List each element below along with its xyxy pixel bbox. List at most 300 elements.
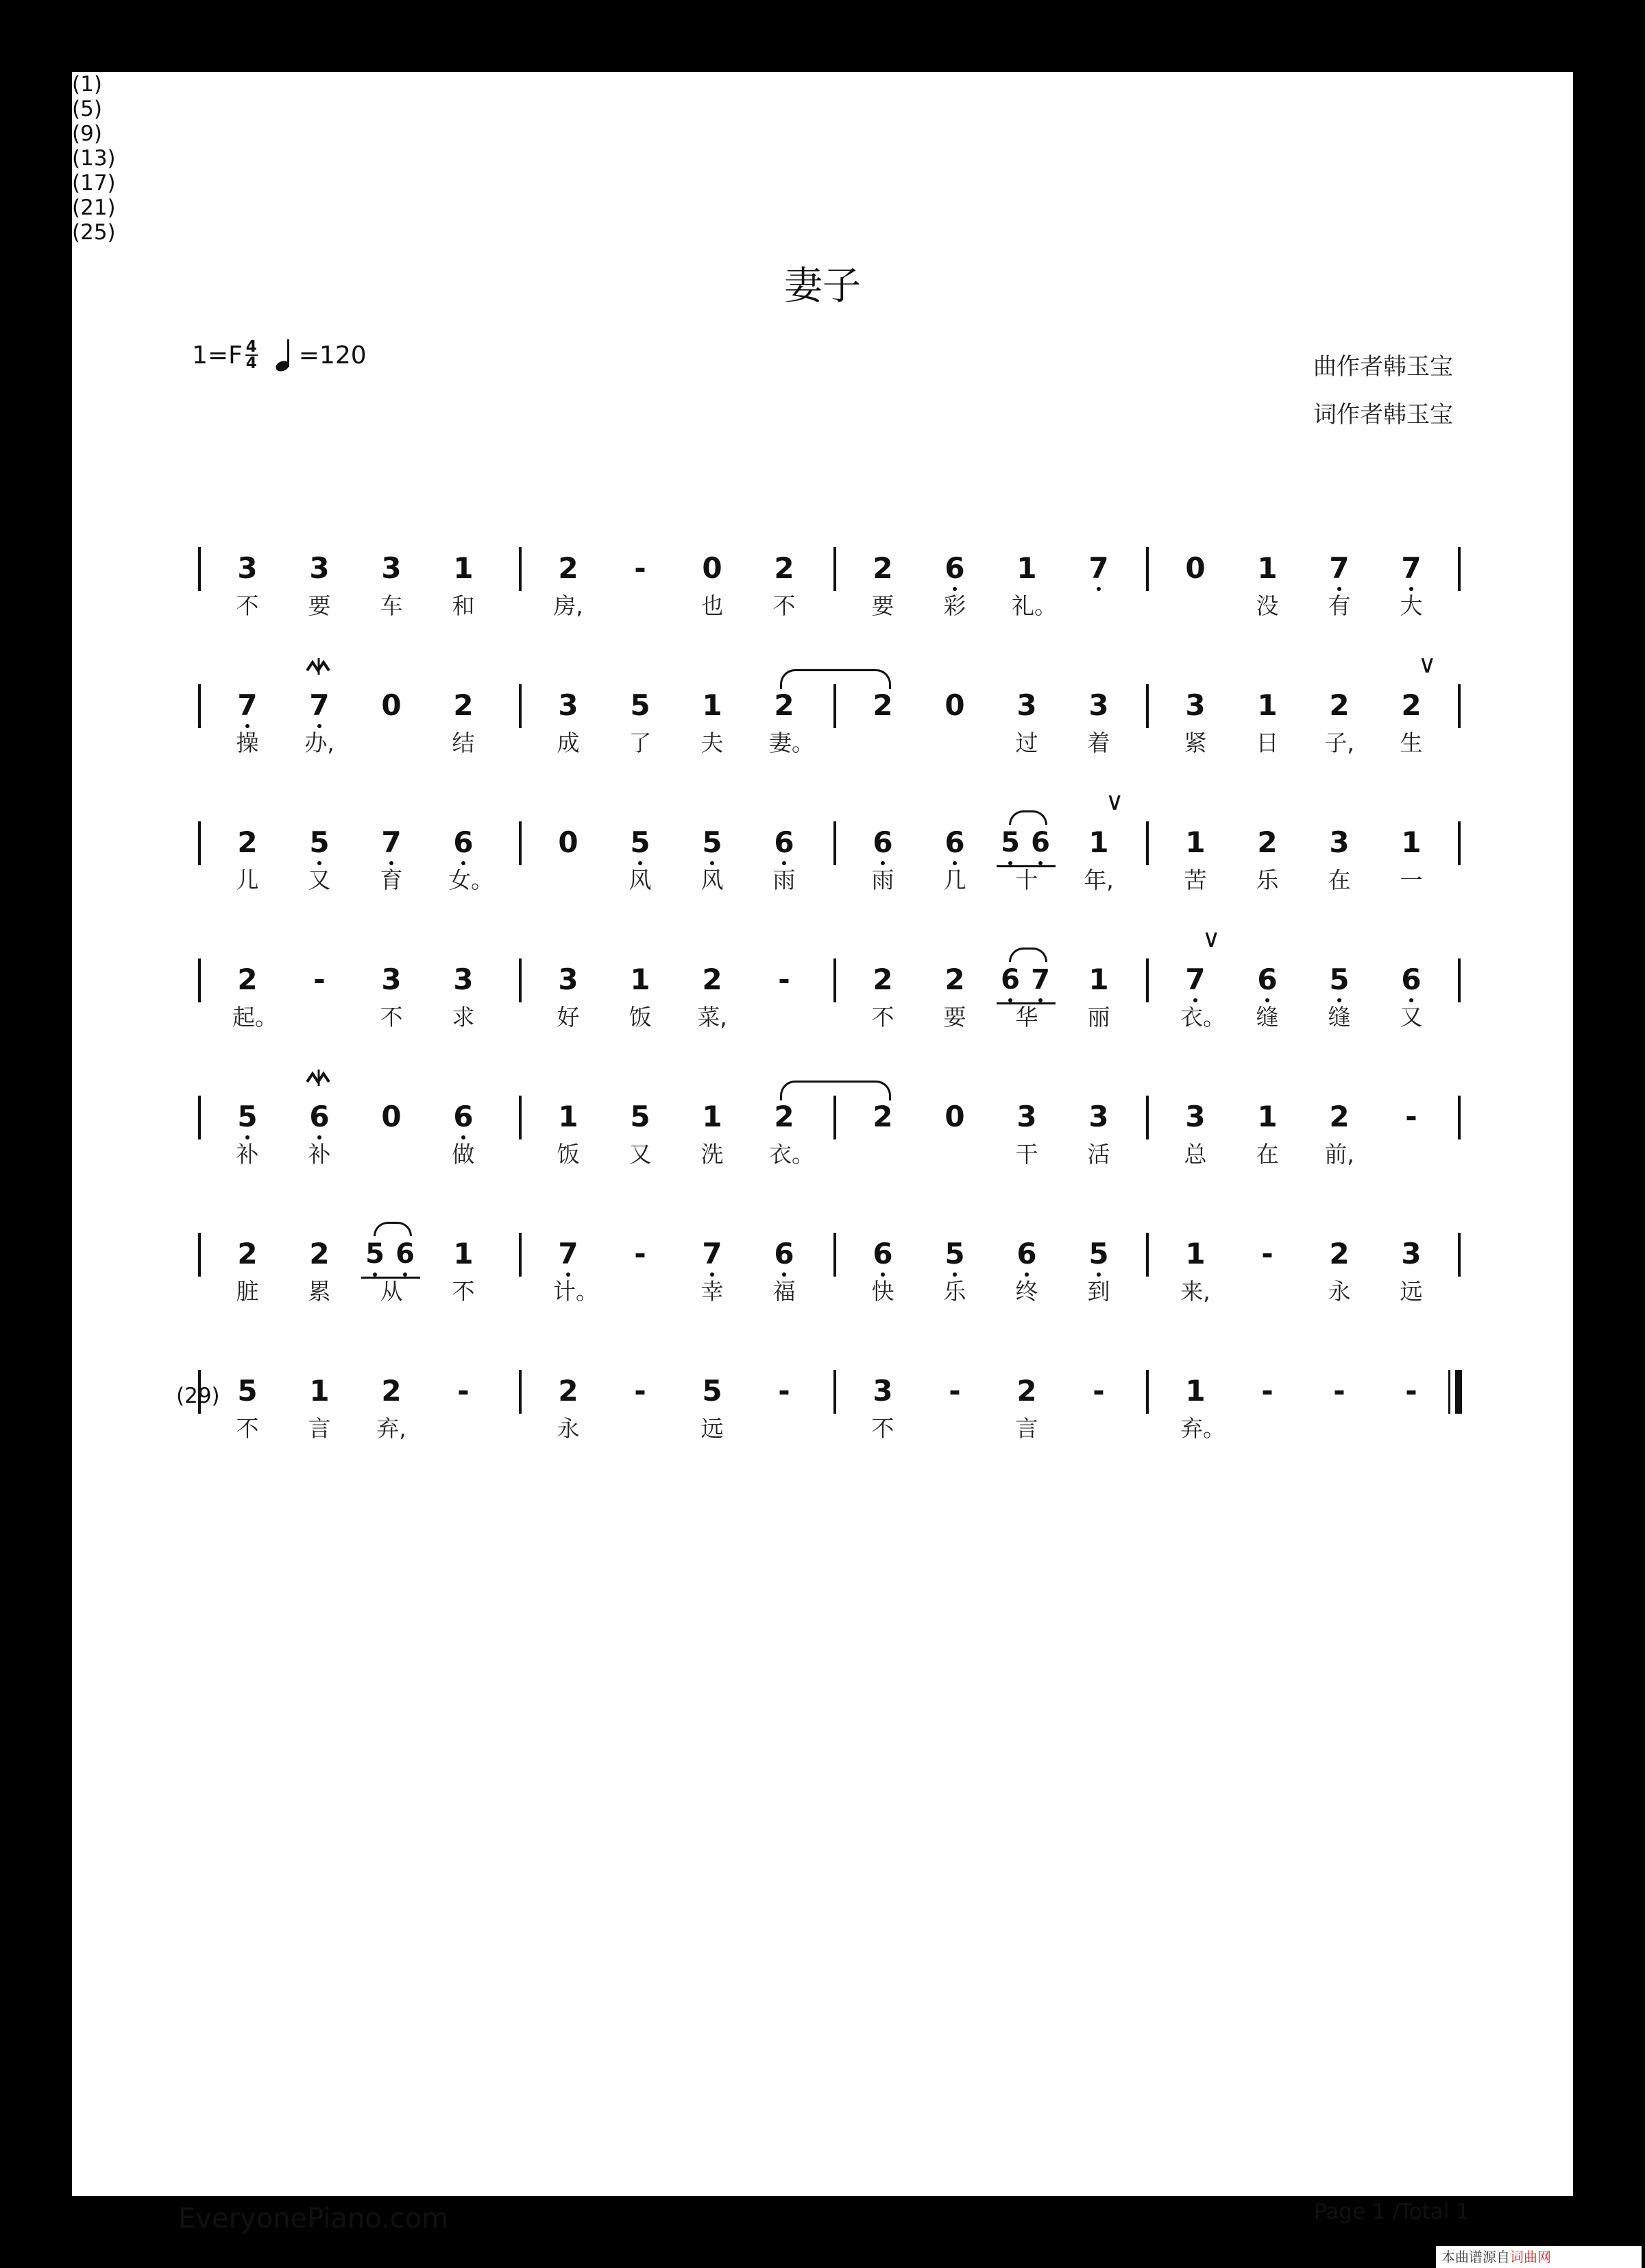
lyric-syllable: 大 [1400, 592, 1423, 619]
note: 1 [558, 1100, 578, 1133]
barline [1458, 1096, 1461, 1139]
note: 6 [1398, 963, 1425, 997]
key-tempo-line [192, 339, 367, 371]
lyric-syllable: 十 [1015, 867, 1038, 893]
note: 2 [774, 1100, 794, 1133]
note: 2 [1016, 1374, 1037, 1408]
lyric-syllable: 子, [1324, 729, 1354, 756]
low-octave-dot [1193, 998, 1197, 1002]
note: 5 [361, 1237, 389, 1271]
final-barline-thin [1448, 1370, 1450, 1414]
lyric-syllable: 要 [943, 1004, 966, 1030]
lyric-syllable: 从 [380, 1278, 403, 1305]
lyric-syllable: 过 [1015, 729, 1038, 756]
lyric-syllable: 快 [871, 1278, 894, 1305]
barline [1458, 547, 1461, 591]
low-octave-dot [953, 587, 957, 591]
dash-note: - [457, 1374, 470, 1408]
lyric-syllable: 日 [1256, 729, 1279, 756]
lyric-syllable: 衣。 [769, 1141, 814, 1168]
note: 2 [1401, 688, 1422, 722]
lyric-syllable: 夫 [700, 729, 724, 756]
low-octave-dot [1097, 1272, 1101, 1277]
note: 7 [555, 1237, 582, 1271]
lyric-syllable: 前, [1324, 1141, 1354, 1168]
lyric-syllable: 房, [553, 592, 583, 619]
note: 6 [869, 1237, 897, 1271]
lyric-syllable: 脏 [236, 1278, 259, 1305]
low-octave-dot [881, 861, 885, 865]
note: 3 [453, 963, 474, 996]
lyric-syllable: 车 [380, 592, 403, 619]
note: 6 [450, 825, 477, 860]
note: 2 [558, 1374, 578, 1408]
measure-number: (9) [72, 121, 102, 146]
lyric-syllable: 不 [380, 1004, 403, 1030]
barline [1146, 1370, 1149, 1414]
low-octave-dot [1409, 998, 1413, 1002]
lyric-syllable: 缝 [1256, 1004, 1279, 1030]
note: 2 [873, 551, 893, 585]
score-sheet [72, 72, 1573, 2234]
low-octave-dot [317, 861, 321, 865]
lyric-syllable: 没 [1256, 592, 1279, 619]
lyric-syllable: 年, [1084, 867, 1114, 893]
note: 3 [1185, 688, 1206, 722]
lyric-syllable: 弃。 [1180, 1415, 1226, 1442]
note: 3 [381, 963, 402, 996]
measure-number: (13) [72, 146, 116, 171]
note: 1 [702, 688, 722, 722]
dash-note: - [1093, 1374, 1105, 1408]
note: 3 [1088, 688, 1109, 722]
note: 2 [873, 963, 893, 996]
lyric-syllable: 在 [1256, 1141, 1279, 1168]
low-octave-dot [1337, 587, 1341, 591]
barline [833, 1370, 836, 1414]
dash-note: - [1405, 1374, 1417, 1408]
barline [1146, 547, 1149, 591]
note: 5 [306, 825, 333, 860]
lyric-syllable: 一 [1400, 867, 1423, 893]
barline [833, 684, 836, 728]
time-signature [245, 339, 258, 371]
note: 5 [1085, 1237, 1112, 1271]
barline [198, 958, 201, 1002]
measure-number: (1) [72, 72, 102, 97]
note: 3 [1088, 1100, 1109, 1133]
dash-note: - [313, 963, 326, 996]
tie-mark [374, 1222, 412, 1236]
note: 7 [1085, 551, 1112, 586]
breath-mark: ∨ [1106, 788, 1124, 816]
note: 6 [941, 825, 968, 860]
lyric-syllable: 风 [700, 867, 724, 893]
lyric-syllable: 补 [236, 1141, 259, 1168]
note: 3 [1401, 1237, 1422, 1270]
dash-note: - [949, 1374, 961, 1408]
dash-note: - [778, 1374, 790, 1408]
key-signature: 1=F [192, 341, 243, 370]
lyric-syllable: 好 [557, 1004, 580, 1030]
barline [198, 547, 201, 591]
note: 2 [873, 688, 893, 722]
lyric-syllable: 和 [452, 592, 475, 619]
note: 1 [1185, 825, 1206, 859]
lyric-syllable: 彩 [943, 592, 966, 619]
lyric-syllable: 要 [871, 592, 894, 619]
barline [833, 547, 836, 591]
note: 2 [873, 1100, 893, 1133]
tie-mark [780, 669, 891, 689]
lyric-syllable: 着 [1087, 729, 1110, 756]
barline [198, 1233, 201, 1277]
lyric-syllable: 礼。 [1012, 592, 1057, 619]
lyric-syllable: 了 [629, 729, 652, 756]
note: 1 [309, 1374, 330, 1408]
note: 1 [630, 963, 650, 996]
note: 3 [1016, 1100, 1037, 1133]
note: 6 [941, 551, 968, 586]
lyric-syllable: 雨 [772, 867, 796, 893]
lyric-syllable: 不 [772, 592, 796, 619]
note: 7 [1182, 963, 1209, 997]
measure-number: (25) [72, 220, 116, 245]
lyric-syllable: 饭 [557, 1141, 580, 1168]
dash-note: - [634, 1374, 646, 1408]
final-barline-thick [1455, 1370, 1462, 1414]
note: 7 [1398, 551, 1425, 586]
note: 5 [626, 825, 654, 860]
note: 0 [558, 825, 578, 859]
source-tag-name: 词曲网 [1510, 2249, 1551, 2265]
barline [833, 1096, 836, 1139]
note: 1 [1185, 1374, 1206, 1408]
barline [1146, 958, 1149, 1002]
low-octave-dot [782, 861, 786, 865]
dash-note: - [1261, 1374, 1274, 1408]
site-watermark: EveryonePiano.com [178, 2203, 449, 2234]
lyric-syllable: 洗 [700, 1141, 724, 1168]
dash-note: - [634, 551, 646, 585]
source-tag-prefix: 本曲谱源自 [1441, 2249, 1510, 2265]
barline [198, 821, 201, 865]
note: 7 [698, 1237, 726, 1271]
barline [519, 958, 522, 1002]
low-octave-dot [317, 1135, 321, 1139]
dash-note: - [634, 1237, 646, 1270]
lyric-syllable: 丽 [1087, 1004, 1110, 1030]
lyric-syllable: 在 [1328, 867, 1351, 893]
note: 6 [450, 1100, 477, 1134]
note: 2 [1329, 688, 1350, 722]
note: 2 [702, 963, 722, 996]
breath-mark: ∨ [1202, 925, 1221, 953]
note: 5 [630, 688, 650, 722]
low-octave-dot [1025, 1272, 1029, 1277]
tempo-marking: =120 [298, 341, 367, 370]
note: 2 [309, 1237, 330, 1270]
quarter-note-icon [276, 339, 296, 371]
low-octave-dot [1409, 587, 1413, 591]
low-octave-dot [710, 1272, 714, 1277]
tie-mark [1009, 810, 1047, 825]
note: 3 [1329, 825, 1350, 859]
lyric-syllable: 活 [1087, 1141, 1110, 1168]
lyric-syllable: 补 [308, 1141, 331, 1168]
page-indicator: Page 1 /Total 1 [1314, 2199, 1470, 2224]
lyric-syllable: 紧 [1184, 729, 1207, 756]
note: 2 [1329, 1237, 1350, 1270]
lyric-syllable: 菜, [697, 1004, 727, 1030]
barline [833, 958, 836, 1002]
lyric-syllable: 幸 [700, 1278, 724, 1305]
low-octave-dot [245, 724, 249, 728]
lyric-syllable: 乐 [1256, 867, 1279, 893]
lyric-syllable: 几 [943, 867, 966, 893]
lyric-syllable: 雨 [871, 867, 894, 893]
note: 5 [237, 1374, 258, 1408]
note: 1 [1088, 963, 1109, 996]
lyric-syllable: 远 [1400, 1278, 1423, 1305]
measure-number-29: (29) [176, 1384, 220, 1408]
low-octave-dot [1337, 998, 1341, 1002]
score-title: 妻子 [784, 264, 861, 309]
note: 6 [770, 1237, 798, 1271]
note: 1 [1257, 688, 1278, 722]
note: 3 [1016, 688, 1037, 722]
low-octave-dot [953, 861, 957, 865]
lyric-syllable: 到 [1087, 1278, 1110, 1305]
note: 2 [237, 963, 258, 996]
lyric-syllable: 成 [557, 729, 580, 756]
barline [1458, 1233, 1461, 1277]
lyric-syllable: 乐 [943, 1278, 966, 1305]
time-signature-bottom: 4 [245, 354, 257, 372]
note: 0 [381, 1100, 402, 1133]
lyric-syllable: 弃, [376, 1415, 406, 1442]
lyric-syllable: 有 [1328, 592, 1351, 619]
note: 1 [1088, 825, 1109, 859]
low-octave-dot [389, 861, 393, 865]
note: 2 [945, 963, 965, 996]
lyric-syllable: 苦 [1184, 867, 1207, 893]
tie-mark [780, 1081, 891, 1100]
note: 6 [1027, 825, 1054, 860]
note: 5 [702, 1374, 722, 1408]
note: 2 [237, 825, 258, 859]
note: 3 [309, 551, 330, 585]
low-octave-dot [953, 1272, 957, 1277]
barline [1458, 958, 1461, 1002]
note: 6 [1254, 963, 1281, 997]
lyric-syllable: 妻。 [769, 729, 814, 756]
low-octave-dot [245, 1135, 249, 1139]
lyric-syllable: 不 [236, 1415, 259, 1442]
lyric-syllable: 生 [1400, 729, 1423, 756]
lyric-syllable: 不 [871, 1415, 894, 1442]
note: 3 [381, 551, 402, 585]
lyric-syllable: 要 [308, 592, 331, 619]
note: 7 [1027, 963, 1054, 997]
low-octave-dot [1265, 998, 1269, 1002]
source-tag [1436, 2246, 1642, 2268]
lyric-syllable: 福 [772, 1278, 796, 1305]
lyric-syllable: 又 [629, 1141, 652, 1168]
mordent-icon [306, 657, 333, 676]
note: 2 [1257, 825, 1278, 859]
note: 6 [1013, 1237, 1040, 1271]
note: 1 [453, 1237, 474, 1270]
lyric-syllable: 起。 [232, 1004, 278, 1030]
low-octave-dot [461, 861, 465, 865]
barline [1146, 821, 1149, 865]
note: 5 [1326, 963, 1353, 997]
note: 6 [997, 963, 1024, 997]
barline [1458, 821, 1461, 865]
low-octave-dot [566, 1272, 570, 1277]
barline [519, 1370, 522, 1414]
barline [519, 1233, 522, 1277]
lyric-syllable: 又 [308, 867, 331, 893]
lyric-syllable: 求 [452, 1004, 475, 1030]
low-octave-dot [1097, 587, 1101, 591]
barline [1146, 1096, 1149, 1139]
lyric-syllable: 女。 [448, 867, 494, 893]
note: 2 [237, 1237, 258, 1270]
lyric-syllable: 不 [871, 1004, 894, 1030]
note: 5 [234, 1100, 261, 1134]
note: 0 [945, 688, 965, 722]
lyric-syllable: 儿 [236, 867, 259, 893]
barline [519, 1096, 522, 1139]
lyric-syllable: 远 [700, 1415, 724, 1442]
lyric-syllable: 言 [1015, 1415, 1038, 1442]
lyric-syllable: 永 [557, 1415, 580, 1442]
note: 2 [558, 551, 578, 585]
lyric-syllable: 也 [700, 592, 724, 619]
barline [198, 684, 201, 728]
lyric-syllable: 结 [452, 729, 475, 756]
lyric-syllable: 永 [1328, 1278, 1351, 1305]
lyric-syllable: 办, [304, 729, 334, 756]
dash-note: - [1261, 1237, 1274, 1270]
lyric-syllable: 来, [1180, 1278, 1210, 1305]
note: 1 [1401, 825, 1422, 859]
measure-number: (5) [72, 97, 102, 121]
note: 1 [1185, 1237, 1206, 1270]
lyric-syllable: 干 [1015, 1141, 1038, 1168]
note: 0 [381, 688, 402, 722]
lyric-syllable: 不 [236, 592, 259, 619]
note: 6 [306, 1100, 333, 1134]
lyric-syllable: 华 [1015, 1004, 1038, 1030]
dash-note: - [778, 963, 790, 996]
lyric-syllable: 操 [236, 729, 259, 756]
lyric-syllable: 不 [452, 1278, 475, 1305]
note: 1 [702, 1100, 722, 1133]
time-signature-top: 4 [245, 338, 257, 356]
low-octave-dot [317, 724, 321, 728]
lyric-syllable: 终 [1015, 1278, 1038, 1305]
lyric-syllable: 又 [1400, 1004, 1423, 1030]
composer-credit: 曲作者韩玉宝 [1313, 353, 1453, 381]
lyric-syllable: 累 [308, 1278, 331, 1305]
lyric-syllable: 缝 [1328, 1004, 1351, 1030]
note: 0 [1185, 551, 1206, 585]
note: 7 [234, 688, 261, 723]
note: 3 [558, 688, 578, 722]
low-octave-dot [461, 1135, 465, 1139]
barline [1146, 1233, 1149, 1277]
note: 2 [774, 551, 794, 585]
note: 1 [1257, 1100, 1278, 1133]
note: 1 [1016, 551, 1037, 585]
barline [519, 547, 522, 591]
note: 5 [997, 825, 1024, 860]
note: 6 [391, 1237, 419, 1271]
measure-number: (21) [72, 195, 116, 220]
note: 6 [869, 825, 897, 860]
note: 3 [237, 551, 258, 585]
note: 1 [1257, 551, 1278, 585]
note: 2 [774, 688, 794, 722]
measure-number: (17) [72, 171, 116, 195]
note: 3 [1185, 1100, 1206, 1133]
note: 2 [1329, 1100, 1350, 1133]
barline [833, 1233, 836, 1277]
barline [519, 684, 522, 728]
barline [833, 821, 836, 865]
note: 7 [1326, 551, 1353, 586]
low-octave-dot [782, 1272, 786, 1277]
note: 3 [873, 1374, 893, 1408]
barline [1146, 684, 1149, 728]
lyric-syllable: 做 [452, 1141, 475, 1168]
note: 5 [941, 1237, 968, 1271]
low-octave-dot [710, 861, 714, 865]
note: 0 [945, 1100, 965, 1133]
lyric-syllable: 饭 [629, 1004, 652, 1030]
barline [1458, 684, 1461, 728]
note: 7 [378, 825, 405, 860]
mordent-icon [306, 1068, 333, 1087]
note: 2 [381, 1374, 402, 1408]
dash-note: - [1405, 1100, 1417, 1133]
lyric-syllable: 衣。 [1180, 1004, 1226, 1030]
tie-mark [1009, 948, 1047, 962]
note: 1 [453, 551, 474, 585]
note: 6 [770, 825, 798, 860]
note: 0 [702, 551, 722, 585]
lyric-syllable: 总 [1184, 1141, 1207, 1168]
dash-note: - [1333, 1374, 1345, 1408]
note: 3 [558, 963, 578, 996]
note: 2 [453, 688, 474, 722]
lyricist-credit: 词作者韩玉宝 [1313, 401, 1453, 429]
lyric-syllable: 言 [308, 1415, 331, 1442]
lyric-syllable: 风 [629, 867, 652, 893]
note: 5 [698, 825, 726, 860]
barline [519, 821, 522, 865]
lyric-syllable: 育 [380, 867, 403, 893]
low-octave-dot [881, 1272, 885, 1277]
breath-mark: ∨ [1418, 651, 1437, 679]
lyric-syllable: 计。 [553, 1278, 598, 1305]
note: 5 [630, 1100, 650, 1133]
low-octave-dot [638, 861, 642, 865]
barline [198, 1096, 201, 1139]
